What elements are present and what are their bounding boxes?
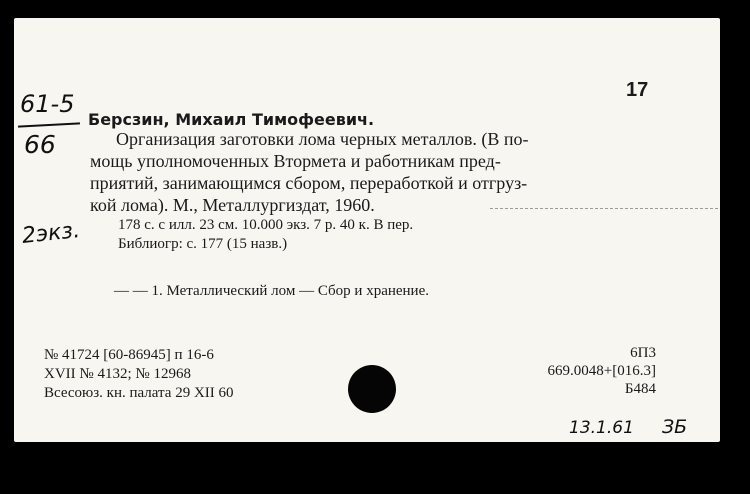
title-line-2: мощь уполномоченных Втормета и работникам пред- <box>90 151 501 171</box>
registry-line-3: Всесоюз. кн. палата 29 XII 60 <box>44 385 234 401</box>
collation-line: 178 с. с илл. 23 см. 10.000 экз. 7 р. 40 к. В пер. <box>118 217 414 233</box>
handwritten-initials: ЗБ <box>662 416 688 438</box>
author-heading: Берсзин, Михаил Тимофеевич. <box>88 110 375 129</box>
title-line-1: Организация заготовки лома черных металлов. (В по- <box>116 129 529 149</box>
bibliography-line: Библиогр: с. 177 (15 назв.) <box>118 236 288 252</box>
classification-line-3: Б484 <box>624 381 656 397</box>
shelfmark-top: 61-5 <box>20 90 75 118</box>
registry-line-2: XVII № 4132; № 12968 <box>44 366 191 382</box>
classification-line-1: 6П3 <box>630 345 656 361</box>
shelfmark-divider <box>18 122 80 127</box>
dotted-smudge <box>490 208 718 210</box>
copies-note: 2экз. <box>20 218 82 249</box>
catalog-card <box>14 18 720 442</box>
registry-line-1: № 41724 [60-86945] п 16-6 <box>44 347 214 363</box>
card-punch-hole <box>348 365 396 413</box>
handwritten-date: 13.1.61 <box>569 418 634 438</box>
title-line-3: приятий, занимающимся сбором, переработкой и отгруз- <box>90 173 528 193</box>
title-line-4: кой лома). М., Металлургиздат, 1960. <box>90 195 375 215</box>
page-number: 17 <box>626 79 649 101</box>
classification-line-2: 669.0048+[016.3] <box>547 363 656 379</box>
shelfmark-bottom: 66 <box>24 130 56 159</box>
subject-heading: — — 1. Металлический лом — Сбор и хранение. <box>114 283 429 299</box>
